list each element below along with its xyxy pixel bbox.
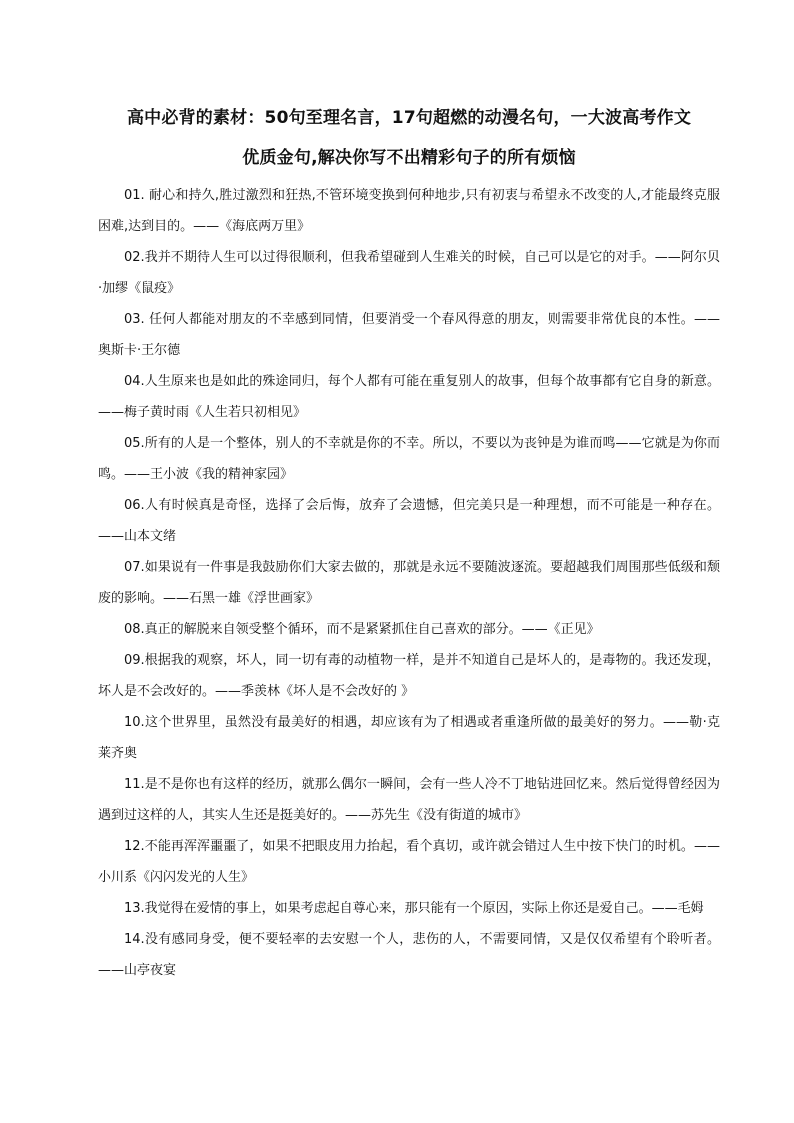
quote-14: 14.没有感同身受，便不要轻率的去安慰一个人，悲伤的人，不需要同情，又是仅仅希望有个聆听者。——山亭夜宴 [98,932,720,978]
title-line-1: 高中必背的素材：50句至理名言，17句超燃的动漫名句，一大波高考作文 [126,108,692,128]
quote-11: 11.是不是你也有这样的经历，就那么偶尔一瞬间，会有一些人冷不丁地钻进回忆来。然后觉得曾经因为遇到过这样的人，其实人生还是挺美好的。——苏先生《没有街道的城市》 [98,777,720,823]
document-title [98,98,720,178]
quote-03: 03. 任何人都能对朋友的不幸感到同情，但要消受一个春风得意的朋友，则需要非常优良的本性。——奥斯卡·王尔德 [98,312,720,358]
quote-02: 02.我并不期待人生可以过得很顺利，但我希望碰到人生难关的时候，自己可以是它的对手。——阿尔贝·加缪《鼠疫》 [98,250,720,296]
quote-13: 13.我觉得在爱情的事上，如果考虑起自尊心来，那只能有一个原因，实际上你还是爱自己。——毛姆 [124,901,704,916]
quote-04: 04.人生原来也是如此的殊途同归，每个人都有可能在重复别人的故事，但每个故事都有它自身的新意。——梅子黄时雨《人生若只初相见》 [98,374,720,420]
quote-09: 09.根据我的观察，坏人，同一切有毒的动植物一样，是并不知道自己是坏人的，是毒物的。我还发现，坏人是不会改好的。——季羡林《坏人是不会改好的 》 [98,653,720,699]
quote-01: 01. 耐心和持久,胜过激烈和狂热,不管环境变换到何种地步,只有初衷与希望永不改变的人,才能最终克服困难,达到目的。——《海底两万里》 [98,188,720,234]
quote-08: 08.真正的解脱来自领受整个循环，而不是紧紧抓住自己喜欢的部分。——《正见》 [124,622,600,637]
quote-12: 12.不能再浑浑噩噩了，如果不把眼皮用力抬起，看个真切，或许就会错过人生中按下快门的时机。——小川系《闪闪发光的人生》 [98,839,720,885]
quote-07: 07.如果说有一件事是我鼓励你们大家去做的，那就是永远不要随波逐流。要超越我们周围那些低级和颓废的影响。——石黑一雄《浮世画家》 [98,560,720,606]
quote-06: 06.人有时候真是奇怪，选择了会后悔，放弃了会遗憾，但完美只是一种理想，而不可能是一种存在。——山本文绪 [98,498,720,544]
quote-list [98,180,720,986]
document-page [98,98,720,986]
quote-05: 05.所有的人是一个整体，别人的不幸就是你的不幸。所以，不要以为丧钟是为谁而鸣——它就是为你而鸣。——王小波《我的精神家园》 [98,436,720,482]
quote-10: 10.这个世界里，虽然没有最美好的相遇，却应该有为了相遇或者重逢所做的最美好的努力。——勒·克莱齐奥 [98,715,720,761]
title-line-2: 优质金句,解决你写不出精彩句子的所有烦恼 [242,148,576,168]
